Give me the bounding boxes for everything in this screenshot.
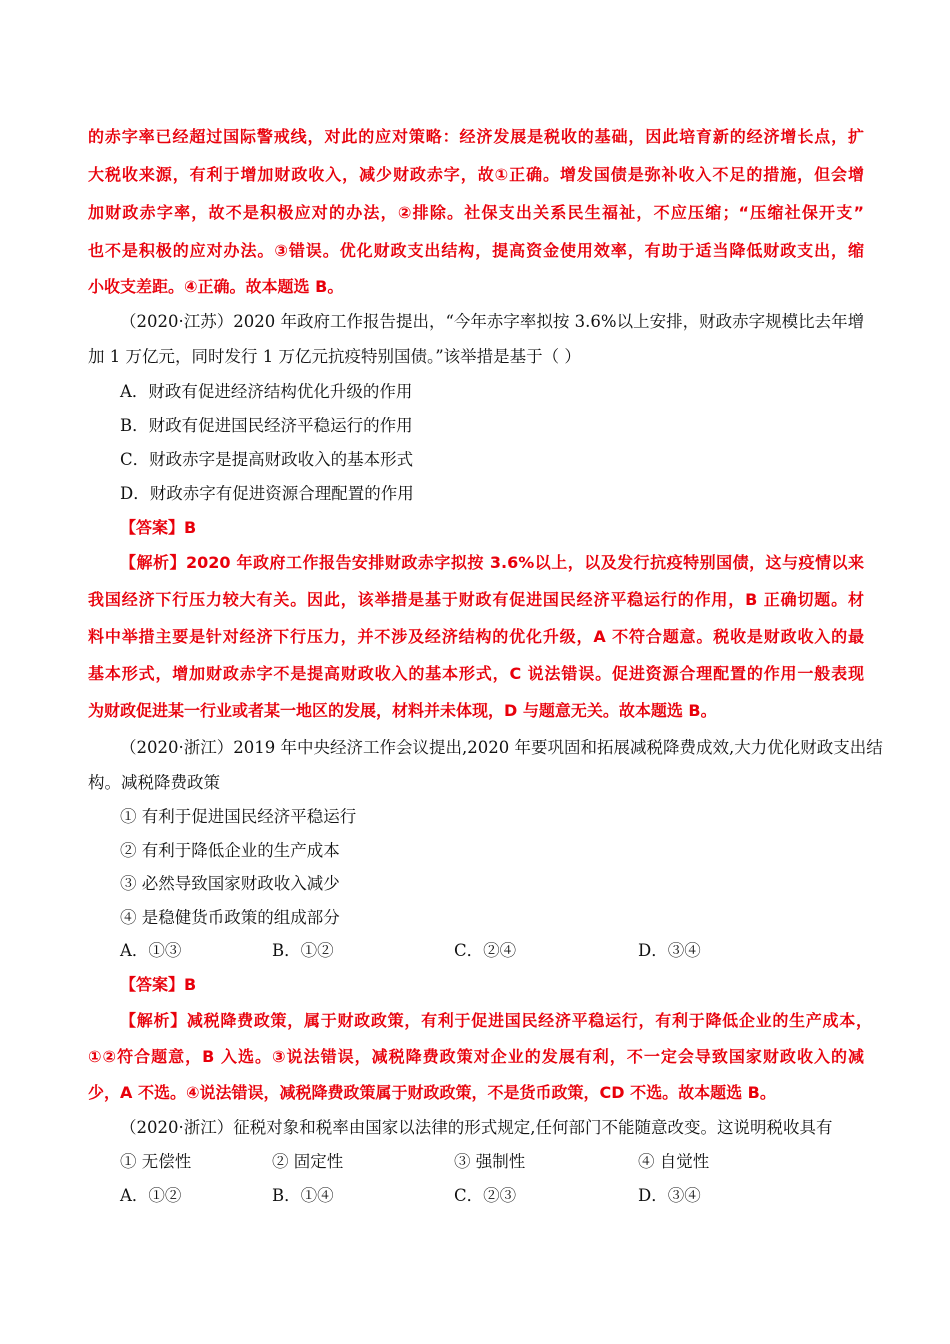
analysis-line: 我国经济下行压力较大有关。因此，该举措是基于财政有促进国民经济平稳运行的作用，B 正确切题。材	[88, 590, 864, 609]
statement-3: ③ 必然导致国家财政收入减少	[120, 874, 340, 893]
analysis-line: 为财政促进某一行业或者某一地区的发展，材料并未体现，D 与题意无关。故本题选 B。	[88, 701, 717, 720]
option-b: B．①②	[272, 941, 334, 960]
option-c: C．财政赤字是提高财政收入的基本形式	[120, 450, 414, 469]
analysis-line: 料中举措主要是针对经济下行压力，并不涉及经济结构的优化升级，A 不符合题意。税收是财政收入的最	[88, 627, 864, 646]
option-b: B．财政有促进国民经济平稳运行的作用	[120, 416, 413, 435]
question-stem: 加 1 万亿元，同时发行 1 万亿元抗疫特别国债。”该举措是基于（ ）	[88, 347, 581, 366]
analysis-line: 的赤字率已经超过国际警戒线，对此的应对策略：经济发展是税收的基础，因此培育新的经济增长点，扩	[88, 127, 864, 146]
analysis-line: 也不是积极的应对办法。③错误。优化财政支出结构，提高资金使用效率，有助于适当降低财政支出，缩	[88, 241, 864, 260]
analysis-line: 小收支差距。④正确。故本题选 B。	[88, 277, 344, 296]
option-c: C．②③	[454, 1186, 517, 1205]
analysis-line: 基本形式，增加财政赤字不是提高财政收入的基本形式，C 说法错误。促进资源合理配置的作用一般表现	[88, 664, 864, 683]
option-b: B．①④	[272, 1186, 334, 1205]
statement-4: ④ 自觉性	[638, 1152, 710, 1171]
question-stem: （2020·浙江）2019 年中央经济工作会议提出,2020 年要巩固和拓展减税降费成效,大力优化财政支出结	[120, 738, 883, 757]
statement-1: ① 无偿性	[120, 1152, 192, 1171]
statement-3: ③ 强制性	[454, 1152, 526, 1171]
answer: 【答案】B	[120, 975, 197, 994]
option-d: D．财政赤字有促进资源合理配置的作用	[120, 484, 414, 503]
analysis-line: 少，A 不选。④说法错误，减税降费政策属于财政政策，不是货币政策，CD 不选。故本题选 B。	[88, 1083, 776, 1102]
statement-2: ② 固定性	[272, 1152, 344, 1171]
question-stem: 构。减税降费政策	[88, 773, 220, 792]
option-d: D．③④	[638, 941, 701, 960]
analysis-line: 加财政赤字率，故不是积极应对的办法，②排除。社保支出关系民生福祉，不应压缩；“压缩社保开支”	[88, 203, 864, 222]
analysis-line: ①②符合题意，B 入选。③说法错误，减税降费政策对企业的发展有利，不一定会导致国家财政收入的减	[88, 1047, 864, 1066]
analysis-line: 【解析】减税降费政策，属于财政政策，有利于促进国民经济平稳运行，有利于降低企业的生产成本，	[120, 1011, 872, 1030]
statement-1: ① 有利于促进国民经济平稳运行	[120, 807, 357, 826]
option-a: A．①③	[120, 941, 182, 960]
question-stem: （2020·江苏）2020 年政府工作报告提出，“今年赤字率拟按 3.6%以上安排，财政赤字规模比去年增	[120, 312, 865, 331]
option-a: A．①②	[120, 1186, 182, 1205]
option-c: C．②④	[454, 941, 517, 960]
analysis-line: 【解析】2020 年政府工作报告安排财政赤字拟按 3.6%以上，以及发行抗疫特别国债，这与疫情以来	[120, 553, 864, 572]
answer: 【答案】B	[120, 518, 197, 537]
option-a: A．财政有促进经济结构优化升级的作用	[120, 382, 413, 401]
option-d: D．③④	[638, 1186, 701, 1205]
question-stem: （2020·浙江）征税对象和税率由国家以法律的形式规定,任何部门不能随意改变。这说明税收具有	[120, 1118, 833, 1137]
statement-2: ② 有利于降低企业的生产成本	[120, 841, 340, 860]
statement-4: ④ 是稳健货币政策的组成部分	[120, 908, 340, 927]
analysis-line: 大税收来源，有利于增加财政收入，减少财政赤字，故①正确。增发国债是弥补收入不足的措施，但会增	[88, 165, 864, 184]
